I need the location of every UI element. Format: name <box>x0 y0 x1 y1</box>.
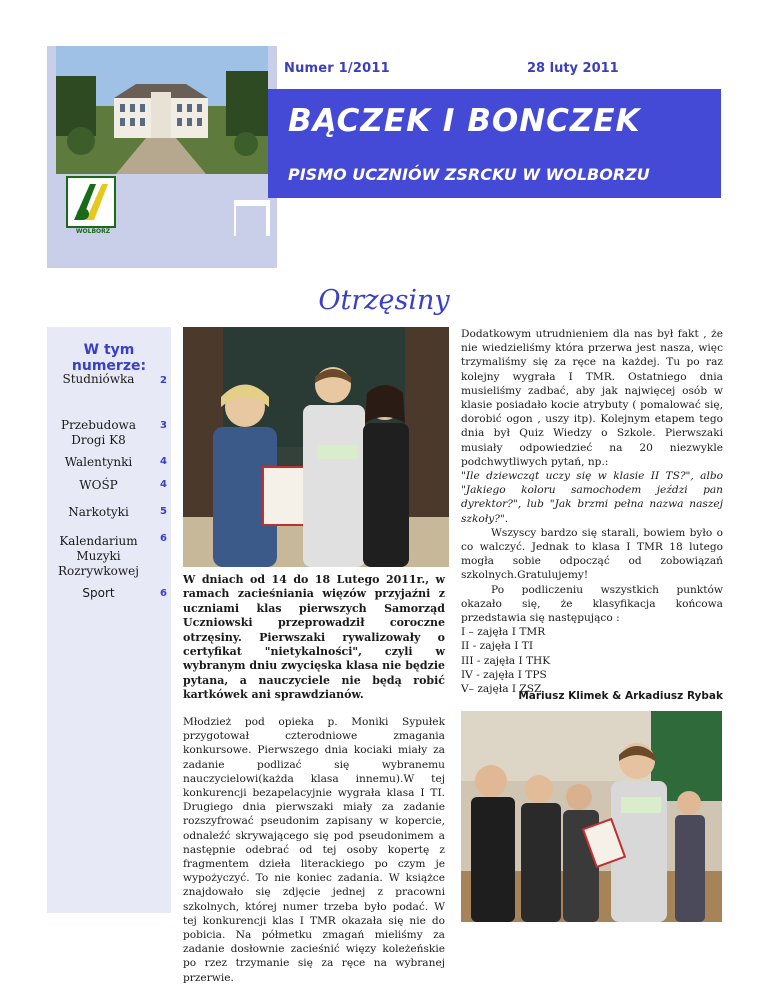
masthead-subtitle: PISMO UCZNIÓW ZSRCKU W WOLBORZU <box>288 165 650 184</box>
issue-date: 28 luty 2011 <box>527 61 619 76</box>
paragraph: Po podliczeniu wszystkich punktów okazało się, że klasyfikacja końcowa przedstawia się następująco : <box>461 583 723 625</box>
paragraph: Dodatkowym utrudnieniem dla nas był fakt , że nie wiedzieliśmy która przerwa jest nasza, więc trzymaliśmy się za ręce na każdej. Tu po raz kolejny wygrała I TMR. Ostatniego dnia musieliśmy zadbać, aby jak najwięcej osób w klasie posiadało kocie atrybuty ( pomalować się, dorobić ogon , uszy itp). Kolejnym etapem tego dnia był Quiz Wiedzy o Szkole. Pierwszaki musiały odpowiedzieć na 20 niezwykle podchwytliwych pytań, np.: <box>461 328 723 468</box>
toc-heading: W tym numerze: <box>71 342 147 374</box>
article-body-middle: Młodzież pod opieka p. Moniki Sypułek przygotował czterodniowe zmagania konkursowe. Pierwszego dnia kociaki miały za zadanie podlizać się wybranemu nauczycielowi(każda klasa innemu).W tej konkurencji bezapelacyjnie wygrała klasa I TI. Drugiego dnia pierwszaki miały za zadanie rozszyfrować pseudonim zapisany w kopercie, odnaleźć skrywającego się pod pseudonimem a następnie odebrać od tej osoby kopertę z fragmentem dzieła literackiego po czym je wypożyczyć. To nie koniec zadania. W książce znajdowało się zdjęcie jednej z pracowni szkolnych, której numer trzeba było podać. W tej konkurencji klas I TMR okazała się nie do pobicia. Na półmetku zmagań mieliśmy za zadanie dosłownie zacieśnić więzy koleżeńskie po rzez trzymanie się za ręce na wybranej przerwie. <box>183 716 445 984</box>
toc-item-kalendarium[interactable]: Kalendarium Muzyki Rozrywkowej <box>58 534 139 578</box>
toc-page: 6 <box>160 533 167 544</box>
toc-page: 2 <box>160 375 167 386</box>
result-item: IV - zajęła I TPS <box>461 668 547 681</box>
result-item: V– zajęła I ZSZ <box>461 683 542 696</box>
toc-item-sport[interactable]: Sport <box>82 586 115 600</box>
toc-page: 6 <box>160 588 167 599</box>
toc-item-narkotyki[interactable]: Narkotyki <box>68 505 129 519</box>
result-item: II - zajęła I TI <box>461 640 534 653</box>
toc-page: 5 <box>160 506 167 517</box>
toc-page: 3 <box>160 420 167 431</box>
quiz-quote: "Ile dziewcząt uczy się w klasie II TS?", albo "Jakiego koloru samochodem jeździ pan dyrektor?", lub "Jak brzmi pełna nazwa naszej szkoły?". <box>461 470 723 525</box>
award-photo <box>183 327 449 567</box>
article-body-right <box>461 327 723 696</box>
issue-number: Numer 1/2011 <box>284 61 390 76</box>
toc-item-przebudowa[interactable]: Przebudowa Drogi K8 <box>61 418 136 447</box>
result-item: I – zajęła I TMR <box>461 626 546 639</box>
article-lead: W dniach od 14 do 18 Lutego 2011r., w ramach zacieśniania więzów przyjaźni z uczniami klas pierwszych Samorząd Uczniowski przeprowadził coroczne otrzęsiny. Pierwszaki rywalizowały o certyfikat "nietykalności", czyli w wybranym dniu zwycięska klasa nie będzie pytana, a nauczyciele nie będą robić kartkówek ani sprawdzianów. <box>183 573 445 702</box>
result-item: III - zajęła I THK <box>461 654 551 667</box>
masthead-title: BĄCZEK I BONCZEK <box>288 103 641 139</box>
toc-item-wosp[interactable]: WOŚP <box>79 478 118 492</box>
logo-text: WOLBÓRZ <box>75 228 111 235</box>
toc-page: 4 <box>160 456 167 467</box>
article-authors: Mariusz Klimek & Arkadiusz Rybak <box>518 690 723 702</box>
toc-page: 4 <box>160 479 167 490</box>
school-building-photo <box>56 46 268 174</box>
toc-item-walentynki[interactable]: Walentynki <box>64 455 133 469</box>
decorative-square-inner <box>236 206 266 236</box>
classroom-photo <box>461 711 722 922</box>
toc-sidebar <box>47 327 171 913</box>
paragraph: Wszyscy bardzo się starali, bowiem było o co walczyć. Jednak to klasa I TMR 18 lutego mogła sobie odpocząć od zobowiązań szkolnych.Gratulujemy! <box>461 526 723 582</box>
school-logo <box>66 176 116 228</box>
toc-item-studniowka[interactable]: Studniówka <box>62 372 135 386</box>
article-title: Otrzęsiny <box>318 285 450 316</box>
